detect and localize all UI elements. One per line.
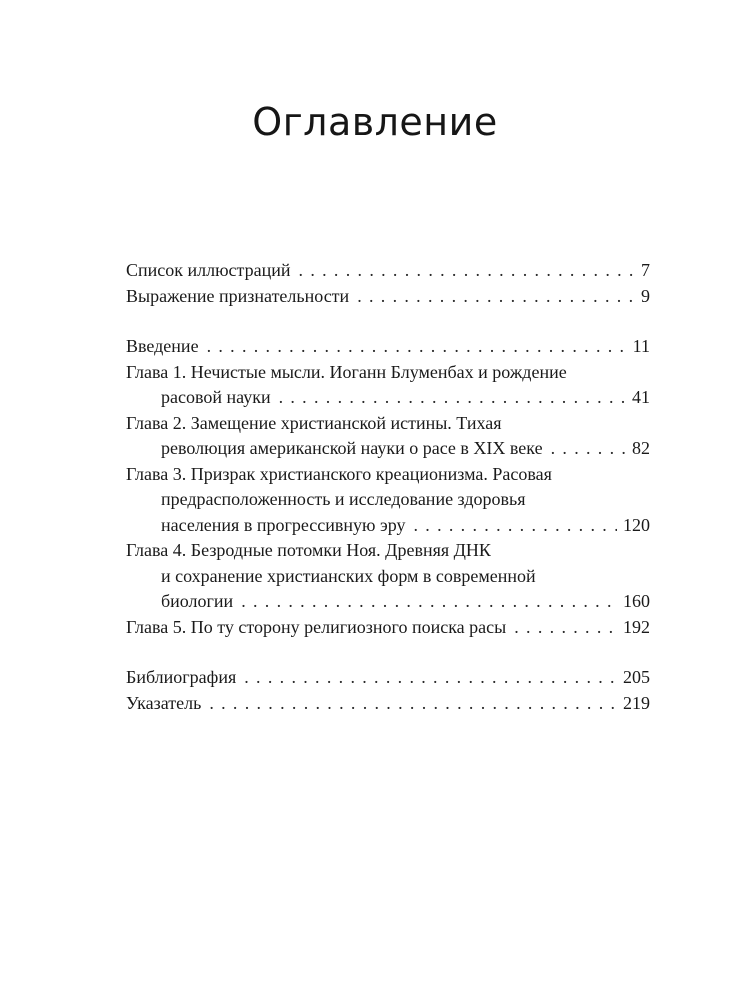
dot-leader — [413, 513, 617, 539]
toc-entry-title-line: предрасположенность и исследование здоровья — [161, 489, 526, 509]
toc-page-number: 82 — [632, 438, 650, 458]
toc-entry-title: Библиография — [126, 667, 237, 687]
toc-entry-index — [126, 691, 650, 717]
dot-leader — [514, 615, 617, 641]
toc-entry-title: Выражение признательности — [126, 285, 350, 306]
toc-page-number: 192 — [623, 616, 650, 637]
toc-entry-title-line: и сохранение христианских форм в современной — [161, 565, 536, 586]
toc-page-number: 160 — [623, 591, 650, 611]
toc-page-number: 120 — [623, 514, 650, 535]
toc-entry-title-line: расовой науки — [161, 387, 271, 407]
toc-entry-title-line: Глава 3. Призрак христианского креационизма. Расовая — [126, 463, 552, 484]
toc-entry-title-line: революция американской науки о расе в XIX веке — [161, 438, 543, 458]
toc-entry-bibliography — [126, 665, 650, 691]
dot-leader — [207, 334, 627, 360]
page-title: Оглавление — [252, 100, 498, 144]
toc-page-number: 205 — [623, 667, 650, 687]
toc-entry-chapter-5 — [126, 615, 650, 641]
toc-entry-title-line: населения в прогрессивную эру — [161, 514, 406, 535]
toc-entry-title: Список иллюстраций — [126, 260, 291, 280]
table-of-contents — [126, 258, 650, 716]
dot-leader — [241, 589, 617, 615]
dot-leader — [279, 385, 626, 411]
toc-entry-title-line: Глава 2. Замещение христианской истины. Тихая — [126, 412, 502, 433]
toc-page-number: 41 — [632, 387, 650, 407]
dot-leader — [299, 258, 635, 284]
toc-entry-title-line: Глава 4. Безродные потомки Ноя. Древняя ДНК — [126, 540, 491, 560]
toc-entry-title-line: Глава 1. Нечистые мысли. Иоганн Блуменбах и рождение — [126, 361, 567, 382]
toc-entry-title-line: биологии — [161, 591, 234, 611]
dot-leader — [209, 691, 617, 717]
dot-leader — [244, 665, 617, 691]
toc-page-number: 219 — [623, 692, 650, 713]
toc-entry-title: Глава 5. По ту сторону религиозного поиска расы — [126, 616, 507, 637]
toc-entry-chapter-3 — [126, 462, 650, 539]
toc-entry-chapter-4 — [126, 538, 650, 615]
toc-entry-title: Указатель — [126, 692, 202, 713]
toc-entry-chapter-1 — [126, 360, 650, 411]
toc-entry-title: Введение — [126, 336, 199, 356]
dot-leader — [551, 436, 626, 462]
toc-page-number: 7 — [641, 260, 650, 280]
toc-entry-introduction — [126, 334, 650, 360]
toc-entry-chapter-2 — [126, 411, 650, 462]
toc-entry-acknowledgements — [126, 284, 650, 310]
toc-entry-illustrations — [126, 258, 650, 284]
toc-page-number: 11 — [632, 336, 650, 356]
toc-page-number: 9 — [641, 285, 650, 306]
dot-leader — [357, 284, 635, 310]
